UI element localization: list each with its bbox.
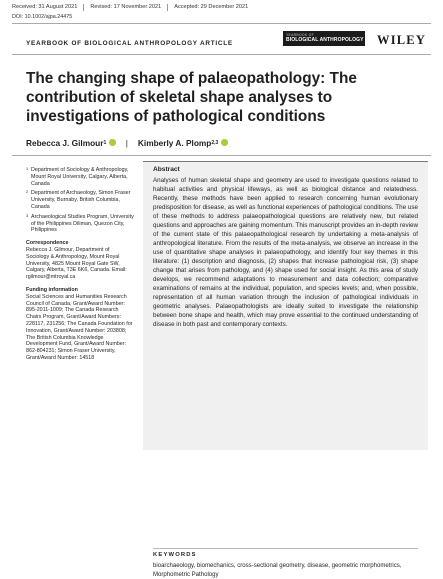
affiliation-number: 2	[26, 190, 29, 195]
article-title: The changing shape of palaeopathology: The contribution of skeletal shape analyses to investigations of pathological conditions	[26, 70, 357, 125]
correspondence-heading: Correspondence	[26, 240, 69, 247]
keywords-heading: KEYWORDS	[153, 552, 197, 558]
author-name[interactable]: Rebecca J. Gilmour	[26, 138, 104, 148]
funding-text: Social Sciences and Humanities Research Council of Canada, Grant/Award Number: 895-2011-1009; The Canada Research Chairs Program, Grant/Award Numbers: 228117, 231256; The Canada Foundation for Innovation, Grant/Award Number: 203808; The British Columbia Knowledge Development Fund, Grant/Award Number: 862-804231; Simon Fraser University, Grant/Award Number: 14518	[26, 293, 133, 361]
abstract-text: Analyses of human skeletal shape and geometry are used to investigate questions related to habitual activities and physical lifeways, as well as biological distance and relatedness. Recently, these methods have been applied to research concerning human evolutionary predisposition for disease, as well as functional experiences of pathological conditions. The use of these methods to address palaeopathological questions are relatively new, but related questions and approaches are gaining momentum. This manuscript provides an in-depth review of the current state of this palaeopathological research by undertaking a meta-analysis of anthropological literature. From the results of the meta-analysis, we observe an increase in the use of quantitative shape analyses in palaeopathology, and identify four key themes in this literature: (1) description and diagnosis, (2) shapes that increase pathological risk, (3) shape change that arises from pathology, and (4) shape used for social insight. As this area of study develops, we recommend adaptations to measurement and data collection; comparative examinations of remains at the individual, population, and species levels; and, when possible, representation of all human variation through the inclusion of pathological individuals in geometric analyses. Palaeopathologists are ideally suited to investigate the relationship between bone shape and health, which may prove essential to the continued understanding of disease in both past and contemporary contexts.	[153, 177, 418, 328]
affiliation-text: Archaeological Studies Program, University of the Philippines Diliman, Quezon City, Philippines	[31, 213, 134, 234]
publisher-logo: WILEY	[377, 33, 427, 47]
article-info-column	[26, 167, 134, 362]
header-divider	[12, 23, 431, 24]
badge-line-1: YEARBOOK OF	[286, 32, 314, 37]
title-divider	[12, 54, 431, 55]
affiliation-number: 3	[26, 213, 29, 218]
author-name[interactable]: Kimberly A. Plomp	[137, 138, 212, 148]
keywords-text: bioarchaeology, biomechanics, cross-sectional geometry, disease, geometric morphometrics, Morphometric Pathology	[153, 563, 402, 578]
journal-logo-badge	[283, 31, 365, 46]
abstract-panel	[143, 161, 428, 578]
badge-line-2: BIOLOGICAL ANTHROPOLOGY	[286, 36, 364, 43]
affiliation-text: Department of Sociology & Anthropology, Mount Royal University, Calgary, Alberta, Canada	[31, 167, 129, 187]
affiliation	[26, 214, 134, 234]
authors-divider	[12, 155, 431, 156]
received-date: Received: 31 August 2021	[12, 4, 78, 10]
doi-link[interactable]: DOI: 10.1002/ajpa.24475	[12, 14, 73, 20]
abstract-heading: Abstract	[153, 166, 180, 173]
funding-heading: Funding information	[26, 286, 78, 293]
correspondence-text: Rebecca J. Gilmour, Department of Sociology & Anthropology, Mount Royal University, 4825 Mount Royal Gate SW, Calgary, Alberta, T3E 6K6, Canada. Email: rgilmour@mtroyal.ca	[26, 246, 127, 281]
author-affiliation-sup: 2,3	[211, 140, 219, 146]
orcid-icon[interactable]	[221, 139, 228, 146]
article-type-label: YEARBOOK OF BIOLOGICAL ANTHROPOLOGY ARTICLE	[26, 40, 233, 47]
author-list	[26, 138, 228, 148]
author-separator: |	[125, 138, 128, 148]
orcid-icon[interactable]	[109, 139, 116, 146]
affiliation	[26, 167, 134, 187]
article-history-bar	[12, 0, 431, 24]
article-dates	[12, 4, 254, 11]
author-affiliation-sup: 1	[103, 140, 107, 146]
affiliation	[26, 190, 134, 210]
affiliation-text: Department of Archaeology, Simon Fraser University, Burnaby, British Columbia, Canada	[31, 190, 131, 210]
keywords-divider	[153, 548, 418, 549]
accepted-date: Accepted: 29 December 2021	[167, 4, 254, 11]
affiliation-number: 1	[26, 167, 29, 171]
revised-date: Revised: 17 November 2021	[83, 4, 167, 11]
